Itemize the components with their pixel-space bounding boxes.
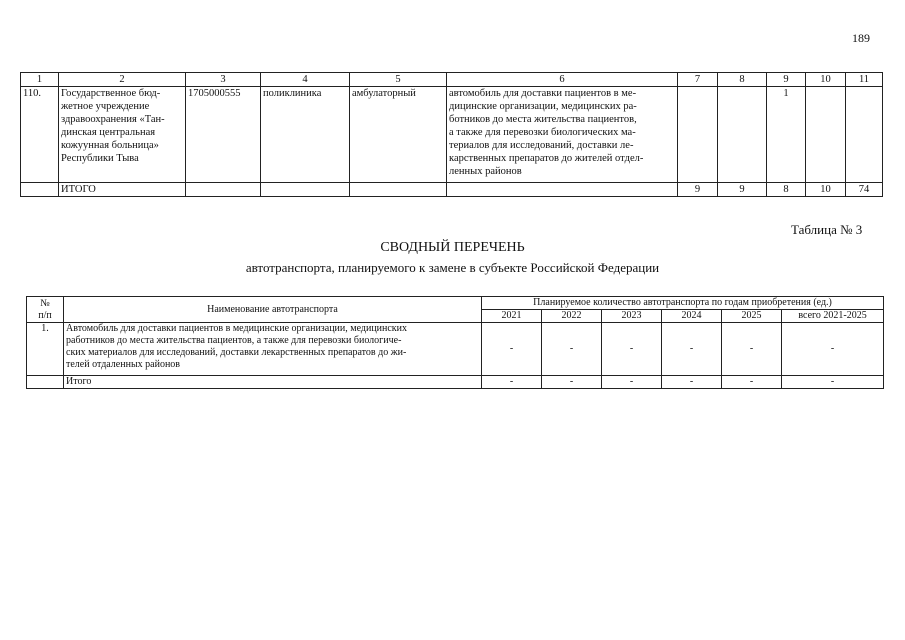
empty-cell <box>350 183 447 197</box>
vehicle-name-cell <box>64 323 482 376</box>
description-line: дицинские организации, медицинских ра- <box>449 101 637 112</box>
year-header: 2025 <box>722 310 782 323</box>
table-row <box>21 87 883 183</box>
value-cell: - <box>782 323 884 376</box>
year-header: 2022 <box>542 310 602 323</box>
value-cell <box>806 87 846 183</box>
total-value: 74 <box>846 183 883 197</box>
column-number: 4 <box>261 73 350 87</box>
vehicle-name-line: работников до места жительства пациентов, а также для перевозки биологиче- <box>66 335 402 346</box>
year-header: 2023 <box>602 310 662 323</box>
organization-line: кожуунная больница» <box>61 140 159 151</box>
code-cell: 1705000555 <box>186 87 261 183</box>
row-number: 110. <box>21 87 59 183</box>
number-header-line: № <box>40 297 50 309</box>
column-number: 6 <box>447 73 678 87</box>
total-value: - <box>782 376 884 389</box>
total-value: 9 <box>678 183 718 197</box>
description-line: а также для перевозки биологических ма- <box>449 127 636 138</box>
summary-title: СВОДНЫЙ ПЕРЕЧЕНЬ <box>380 240 525 255</box>
organization-cell <box>59 87 186 183</box>
total-label: ИТОГО <box>59 183 186 197</box>
name-header: Наименование автотранспорта <box>64 297 482 323</box>
column-number-row <box>21 73 883 87</box>
organization-line: жетное учреждение <box>61 101 150 112</box>
empty-cell <box>447 183 678 197</box>
column-number: 3 <box>186 73 261 87</box>
total-label: Итого <box>64 376 482 389</box>
value-cell: - <box>602 323 662 376</box>
vehicle-name-line: Автомобиль для доставки пациентов в медицинские организации, медицинских <box>66 323 408 334</box>
total-value: 9 <box>718 183 767 197</box>
total-value: - <box>602 376 662 389</box>
total-value: 10 <box>806 183 846 197</box>
total-row <box>21 183 883 197</box>
total-value: 8 <box>767 183 806 197</box>
plan-header: Планируемое количество автотранспорта по годам приобретения (ед.) <box>482 297 884 310</box>
table-label: Таблица № 3 <box>791 222 863 237</box>
empty-cell <box>21 183 59 197</box>
value-cell: - <box>482 323 542 376</box>
column-number: 2 <box>59 73 186 87</box>
description-cell <box>447 87 678 183</box>
vehicle-name-line: телей отдаленных районов <box>66 359 181 370</box>
total-value: - <box>482 376 542 389</box>
column-number: 5 <box>350 73 447 87</box>
organization-line: здравоохранения «Тан- <box>61 114 165 125</box>
value-cell: - <box>542 323 602 376</box>
year-header: всего 2021-2025 <box>782 310 884 323</box>
value-cell: - <box>662 323 722 376</box>
total-value: - <box>722 376 782 389</box>
facility-cell: поликлиника <box>261 87 350 183</box>
year-header: 2021 <box>482 310 542 323</box>
organization-line: динская центральная <box>61 127 156 138</box>
vehicle-name-line: ских материалов для исследований, доставки лекарственных препаратов до жи- <box>66 347 407 358</box>
value-cell <box>678 87 718 183</box>
vehicle-table <box>20 72 883 197</box>
summary-subtitle: автотранспорта, планируемого к замене в субъекте Российской Федерации <box>245 260 660 275</box>
column-number: 9 <box>767 73 806 87</box>
value-cell <box>846 87 883 183</box>
column-number: 10 <box>806 73 846 87</box>
number-header <box>27 297 64 323</box>
description-line: ленных районов <box>449 166 522 177</box>
description-line: териалов для исследований, доставки ле- <box>449 140 634 151</box>
empty-cell <box>27 376 64 389</box>
description-line: карственных препаратов до жителей отдел- <box>449 153 644 164</box>
header-row <box>27 297 884 310</box>
total-value: - <box>662 376 722 389</box>
empty-cell <box>186 183 261 197</box>
summary-table <box>26 296 884 389</box>
table-row <box>27 323 884 376</box>
row-number: 1. <box>27 323 64 376</box>
total-value: - <box>542 376 602 389</box>
value-cell <box>718 87 767 183</box>
organization-line: Республики Тыва <box>61 153 139 164</box>
year-header: 2024 <box>662 310 722 323</box>
number-header-line: п/п <box>38 309 52 321</box>
empty-cell <box>261 183 350 197</box>
value-cell: 1 <box>767 87 806 183</box>
description-line: ботников до места жительства пациентов, <box>449 114 637 125</box>
organization-line: Государственное бюд- <box>61 88 161 99</box>
column-number: 7 <box>678 73 718 87</box>
column-number: 11 <box>846 73 883 87</box>
care-type-cell: амбулаторный <box>350 87 447 183</box>
column-number: 1 <box>21 73 59 87</box>
column-number: 8 <box>718 73 767 87</box>
total-row <box>27 376 884 389</box>
page-number: 189 <box>852 31 870 45</box>
description-line: автомобиль для доставки пациентов в ме- <box>449 88 637 99</box>
value-cell: - <box>722 323 782 376</box>
